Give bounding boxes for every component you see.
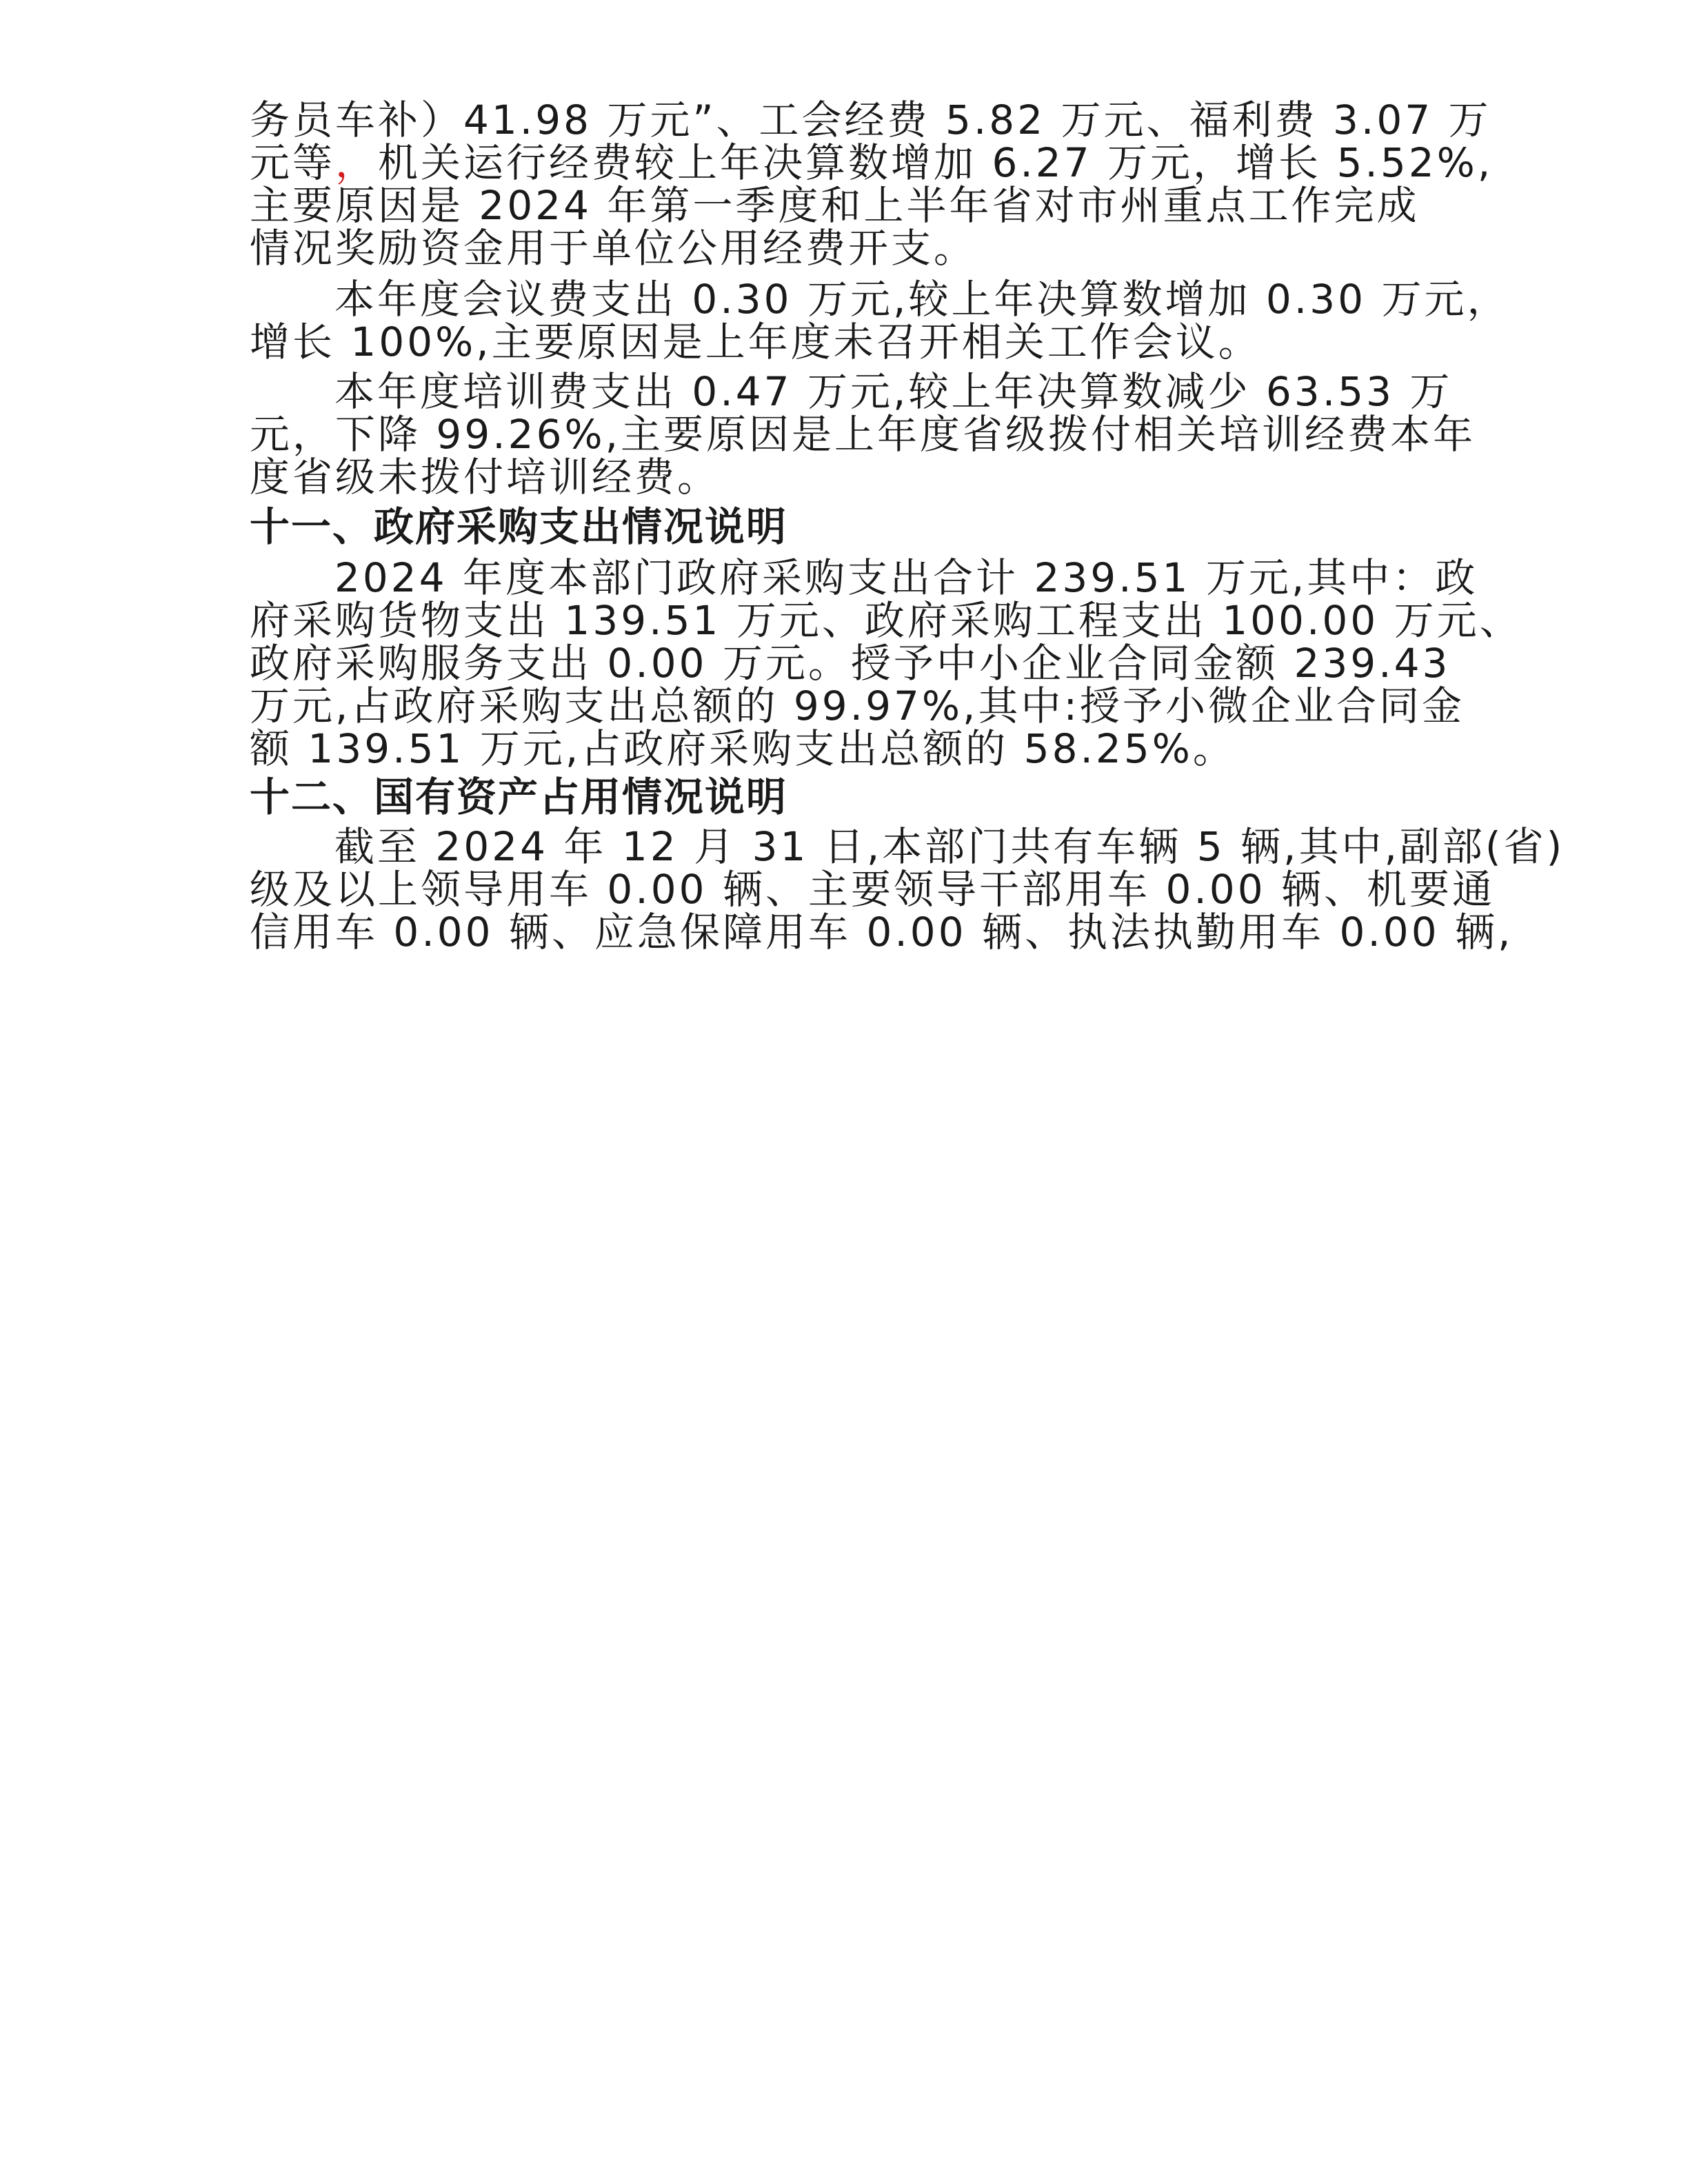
text-line: 信用车 0.00 辆、应急保障用车 0.00 辆、执法执勤用车 0.00 辆, [250,909,1514,956]
text-line: 务员车补）41.98 万元”、工会经费 5.82 万元、福利费 3.07 万 [250,97,1491,143]
section-heading: 十一、政府采购支出情况说明 [250,503,788,550]
text-line: 级及以上领导用车 0.00 辆、主要领导干部用车 0.00 辆、机要通 [250,866,1496,913]
text-line: 政府采购服务支出 0.00 万元。授予中小企业合同金额 239.43 [250,640,1451,687]
text-line: 本年度会议费支出 0.30 万元,较上年决算数增加 0.30 万元， [334,276,1510,323]
text-line: 情况奖励资金用于单位公用经费开支。 [250,225,977,272]
text-line: 府采购货物支出 139.51 万元、政府采购工程支出 100.00 万元、 [250,597,1523,644]
text-segment: 元等 [250,139,336,186]
text-line: 2024 年度本部门政府采购支出合计 239.51 万元,其中：政 [334,554,1478,601]
section-heading: 十二、国有资产占用情况说明 [250,774,788,820]
text-line: 元，下降 99.26%,主要原因是上年度省级拨付相关培训经费本年 [250,411,1476,458]
text-line [250,139,1494,186]
text-line: 度省级未拨付培训经费。 [250,454,721,501]
text-line: 增长 100%,主要原因是上年度未召开相关工作会议。 [250,318,1261,365]
red-comma-mark: ， [335,139,379,186]
text-line: 截至 2024 年 12 月 31 日,本部门共有车辆 5 辆,其中,副部(省) [334,823,1565,870]
text-segment: 机关运行经费较上年决算数增加 6.27 万元，增长 5.52%, [378,139,1494,186]
text-line: 万元,占政府采购支出总额的 99.97%,其中:授予小微企业合同金 [250,682,1465,729]
text-line: 主要原因是 2024 年第一季度和上半年省对市州重点工作完成 [250,182,1420,229]
text-line: 额 139.51 万元,占政府采购支出总额的 58.25%。 [250,725,1236,772]
text-line: 本年度培训费支出 0.47 万元,较上年决算数减少 63.53 万 [334,368,1453,415]
